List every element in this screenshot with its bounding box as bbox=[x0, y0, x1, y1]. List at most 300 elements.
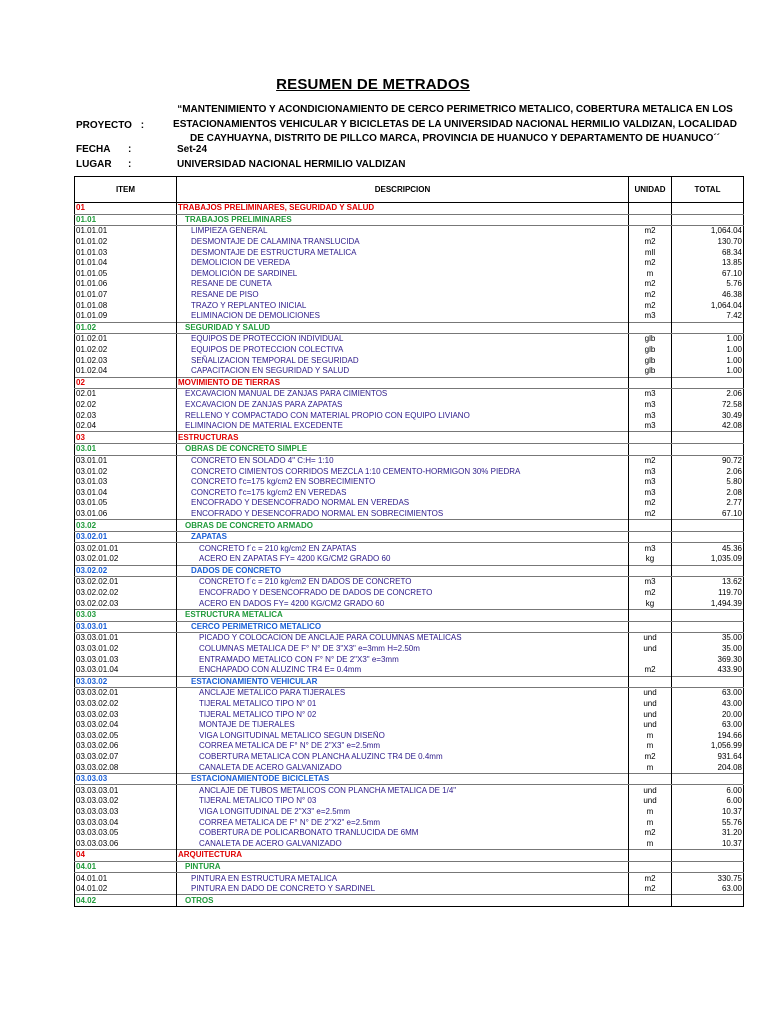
row-total: 5.76 bbox=[672, 279, 744, 290]
row-total: 68.34 bbox=[672, 247, 744, 258]
row-unit: m2 bbox=[629, 290, 672, 301]
table-row bbox=[75, 345, 744, 356]
row-unit: m bbox=[629, 817, 672, 828]
row-description: TRAZO Y REPLANTEO INICIAL bbox=[177, 300, 629, 311]
table-row bbox=[75, 752, 744, 763]
row-total: 13.62 bbox=[672, 577, 744, 588]
row-description: RELLENO Y COMPACTADO CON MATERIAL PROPIO CON EQUIPO LIVIANO bbox=[177, 410, 629, 421]
column-header-unidad: UNIDAD bbox=[629, 177, 672, 203]
row-item-code: 03.03.02.05 bbox=[75, 731, 177, 742]
row-description: ANCLAJE DE TUBOS METALICOS CON PLANCHA METALICA DE 1/4" bbox=[177, 785, 629, 796]
table-row bbox=[75, 455, 744, 466]
row-description: COBERTURA METALICA CON PLANCHA ALUZINC TR4 DE 0.4mm bbox=[177, 752, 629, 763]
row-item-code: 03.03.03 bbox=[75, 773, 177, 785]
table-row bbox=[75, 785, 744, 796]
row-description: TIJERAL METALICO TIPO N° 03 bbox=[177, 796, 629, 807]
table-row bbox=[75, 334, 744, 345]
row-total: 1.00 bbox=[672, 355, 744, 366]
row-item-code: 02 bbox=[75, 377, 177, 389]
table-row bbox=[75, 410, 744, 421]
table-row bbox=[75, 466, 744, 477]
row-unit: und bbox=[629, 796, 672, 807]
row-item-code: 01.01.08 bbox=[75, 300, 177, 311]
row-description: ENCOFRADO Y DESENCOFRADO NORMAL EN VEREDAS bbox=[177, 498, 629, 509]
table-row bbox=[75, 807, 744, 818]
row-item-code: 03.03.03.01 bbox=[75, 785, 177, 796]
row-total: 5.80 bbox=[672, 477, 744, 488]
row-item-code: 03.03.02.07 bbox=[75, 752, 177, 763]
row-total: 30.49 bbox=[672, 410, 744, 421]
row-total: 2.08 bbox=[672, 487, 744, 498]
table-row bbox=[75, 861, 744, 873]
fecha-label-text: FECHA bbox=[76, 144, 111, 155]
row-total: 1,064.04 bbox=[672, 226, 744, 237]
row-total bbox=[672, 531, 744, 543]
row-item-code: 03.03.03.06 bbox=[75, 838, 177, 849]
row-total: 72.58 bbox=[672, 400, 744, 411]
row-unit: glb bbox=[629, 345, 672, 356]
row-description: CANALETA DE ACERO GALVANIZADO bbox=[177, 762, 629, 773]
row-item-code: 01.02.01 bbox=[75, 334, 177, 345]
proyecto-description: “MANTENIMIENTO Y ACONDICIONAMIENTO DE CERCO PERIMETRICO METALICO, COBERTURA METALICA EN LOS ESTACIONAMIENTOS VEHICULAR Y BICICLETAS DE LA UNIVERSIDAD NACIONAL HERMILIO VALDIZAN, LOCALIDAD DE CAYHUAYNA, DISTRITO DE PILLCO MARCA, PROVINCIA DE HUANUCO Y DEPARTAMENTO DE HUANUCO´´ bbox=[173, 104, 737, 144]
column-header-item: ITEM bbox=[75, 177, 177, 203]
row-total bbox=[672, 850, 744, 862]
table-row bbox=[75, 895, 744, 907]
row-total: 1.00 bbox=[672, 334, 744, 345]
table-row bbox=[75, 741, 744, 752]
row-total: 2.06 bbox=[672, 466, 744, 477]
row-description: VIGA LONGITUDINAL METALICO SEGUN DISEÑO bbox=[177, 731, 629, 742]
row-item-code: 03.01 bbox=[75, 444, 177, 456]
row-description: CAPACITACION EN SEGURIDAD Y SALUD bbox=[177, 366, 629, 377]
row-unit: m2 bbox=[629, 509, 672, 520]
row-unit bbox=[629, 676, 672, 688]
row-unit: und bbox=[629, 699, 672, 710]
row-description: ACERO EN DADOS FY= 4200 KG/CM2 GRADO 60 bbox=[177, 598, 629, 609]
row-description: ELIMINACION DE MATERIAL EXCEDENTE bbox=[177, 421, 629, 432]
table-row bbox=[75, 621, 744, 633]
row-description: ENTRAMADO METALICO CON F° N° DE 2"X3" e=3mm bbox=[177, 654, 629, 665]
row-total bbox=[672, 322, 744, 334]
row-total bbox=[672, 895, 744, 907]
row-unit: m3 bbox=[629, 487, 672, 498]
row-unit: m2 bbox=[629, 279, 672, 290]
row-item-code: 01.01.09 bbox=[75, 311, 177, 322]
row-total: 130.70 bbox=[672, 237, 744, 248]
row-item-code: 01.01.05 bbox=[75, 269, 177, 280]
row-description: ENCOFRADO Y DESENCOFRADO NORMAL EN SOBRECIMIENTOS bbox=[177, 509, 629, 520]
row-total: 90.72 bbox=[672, 455, 744, 466]
row-item-code: 03.03.03.03 bbox=[75, 807, 177, 818]
row-unit: m2 bbox=[629, 828, 672, 839]
row-item-code: 04.01.01 bbox=[75, 873, 177, 884]
row-description: DADOS DE CONCRETO bbox=[177, 565, 629, 577]
row-description: MONTAJE DE TIJERALES bbox=[177, 720, 629, 731]
row-description: COLUMNAS METALICA DE F° N° DE 3"X3" e=3mm H=2.50m bbox=[177, 644, 629, 655]
row-item-code: 01.01.02 bbox=[75, 237, 177, 248]
row-unit: m2 bbox=[629, 258, 672, 269]
row-unit bbox=[629, 322, 672, 334]
table-row bbox=[75, 565, 744, 577]
row-description: CONCRETO f´c = 210 kg/cm2 EN ZAPATAS bbox=[177, 543, 629, 554]
row-item-code: 03.01.02 bbox=[75, 466, 177, 477]
row-total: 1.00 bbox=[672, 345, 744, 356]
row-unit bbox=[629, 850, 672, 862]
row-unit: m2 bbox=[629, 873, 672, 884]
table-row bbox=[75, 377, 744, 389]
row-unit bbox=[629, 654, 672, 665]
table-row bbox=[75, 487, 744, 498]
row-item-code: 03.01.03 bbox=[75, 477, 177, 488]
row-total: 1,064.04 bbox=[672, 300, 744, 311]
row-description: LIMPIEZA GENERAL bbox=[177, 226, 629, 237]
row-unit: m3 bbox=[629, 400, 672, 411]
row-total: 6.00 bbox=[672, 785, 744, 796]
row-total: 1.00 bbox=[672, 366, 744, 377]
row-total: 46.38 bbox=[672, 290, 744, 301]
row-item-code: 03.02.02.01 bbox=[75, 577, 177, 588]
row-unit: m bbox=[629, 731, 672, 742]
row-unit: m3 bbox=[629, 477, 672, 488]
fecha-colon: : bbox=[128, 144, 132, 155]
row-item-code: 03.02.01 bbox=[75, 531, 177, 543]
table-row bbox=[75, 554, 744, 565]
row-description: CERCO PERIMETRICO METALICO bbox=[177, 621, 629, 633]
row-description: ANCLAJE METALICO PARA TIJERALES bbox=[177, 688, 629, 699]
row-item-code: 03.03.03.02 bbox=[75, 796, 177, 807]
row-description: OTROS bbox=[177, 895, 629, 907]
table-row bbox=[75, 665, 744, 676]
row-description: ARQUITECTURA bbox=[177, 850, 629, 862]
row-total: 35.00 bbox=[672, 633, 744, 644]
row-total: 369.30 bbox=[672, 654, 744, 665]
row-unit: glb bbox=[629, 355, 672, 366]
row-total: 63.00 bbox=[672, 720, 744, 731]
row-total: 63.00 bbox=[672, 884, 744, 895]
row-item-code: 03.03.03.04 bbox=[75, 817, 177, 828]
row-unit: glb bbox=[629, 366, 672, 377]
row-item-code: 03.03.02 bbox=[75, 676, 177, 688]
row-item-code: 03 bbox=[75, 432, 177, 444]
row-description: EQUIPOS DE PROTECCION COLECTIVA bbox=[177, 345, 629, 356]
row-total: 1,056.99 bbox=[672, 741, 744, 752]
table-row bbox=[75, 850, 744, 862]
row-description: ESTACIONAMIENTODE BICICLETAS bbox=[177, 773, 629, 785]
row-total: 204.08 bbox=[672, 762, 744, 773]
row-item-code: 03.03.02.02 bbox=[75, 699, 177, 710]
row-total bbox=[672, 676, 744, 688]
table-row bbox=[75, 709, 744, 720]
table-row bbox=[75, 300, 744, 311]
row-description: RESANE DE CUNETA bbox=[177, 279, 629, 290]
table-row bbox=[75, 389, 744, 400]
row-item-code: 04 bbox=[75, 850, 177, 862]
row-description: TRABAJOS PRELIMINARES, SEGURIDAD Y SALUD bbox=[177, 203, 629, 215]
row-item-code: 04.01.02 bbox=[75, 884, 177, 895]
row-item-code: 01.02.04 bbox=[75, 366, 177, 377]
row-item-code: 01.01.01 bbox=[75, 226, 177, 237]
row-description: ELIMINACION DE DEMOLICIONES bbox=[177, 311, 629, 322]
row-total bbox=[672, 432, 744, 444]
row-item-code: 03.02.02.02 bbox=[75, 588, 177, 599]
table-row bbox=[75, 509, 744, 520]
table-row bbox=[75, 543, 744, 554]
table-row bbox=[75, 654, 744, 665]
row-unit bbox=[629, 432, 672, 444]
row-total: 20.00 bbox=[672, 709, 744, 720]
row-total: 63.00 bbox=[672, 688, 744, 699]
row-unit bbox=[629, 444, 672, 456]
column-header-total: TOTAL bbox=[672, 177, 744, 203]
row-item-code: 01.01 bbox=[75, 214, 177, 226]
row-description: ENCOFRADO Y DESENCOFRADO DE DADOS DE CONCRETO bbox=[177, 588, 629, 599]
table-row bbox=[75, 644, 744, 655]
row-description: CANALETA DE ACERO GALVANIZADO bbox=[177, 838, 629, 849]
row-unit: und bbox=[629, 720, 672, 731]
row-item-code: 03.03.01.02 bbox=[75, 644, 177, 655]
row-item-code: 03.03.01 bbox=[75, 621, 177, 633]
row-unit: m3 bbox=[629, 421, 672, 432]
table-row bbox=[75, 838, 744, 849]
row-unit bbox=[629, 531, 672, 543]
row-description: CORREA METALICA DE F° N° DE 2"X2" e=2.5mm bbox=[177, 817, 629, 828]
row-item-code: 01.02.02 bbox=[75, 345, 177, 356]
row-description: ENCHAPADO CON ALUZINC TR4 E= 0.4mm bbox=[177, 665, 629, 676]
row-total bbox=[672, 444, 744, 456]
row-description: CONCRETO CIMIENTOS CORRIDOS MEZCLA 1:10 CEMENTO-HORMIGON 30% PIEDRA bbox=[177, 466, 629, 477]
lugar-label bbox=[76, 159, 112, 170]
table-row bbox=[75, 588, 744, 599]
lugar-colon: : bbox=[128, 159, 132, 170]
row-item-code: 03.03.01.03 bbox=[75, 654, 177, 665]
row-description: ACERO EN ZAPATAS FY= 4200 KG/CM2 GRADO 60 bbox=[177, 554, 629, 565]
row-item-code: 03.02 bbox=[75, 520, 177, 532]
row-unit: und bbox=[629, 633, 672, 644]
row-description: CONCRETO f'c=175 kg/cm2 EN VEREDAS bbox=[177, 487, 629, 498]
row-total bbox=[672, 609, 744, 621]
table-row bbox=[75, 688, 744, 699]
row-item-code: 01 bbox=[75, 203, 177, 215]
row-description: ZAPATAS bbox=[177, 531, 629, 543]
table-row bbox=[75, 773, 744, 785]
proyecto-colon: : bbox=[140, 120, 145, 131]
table-row bbox=[75, 598, 744, 609]
row-description: PICADO Y COLOCACION DE ANCLAJE PARA COLUMNAS METALICAS bbox=[177, 633, 629, 644]
row-total: 330.75 bbox=[672, 873, 744, 884]
metrados-table bbox=[74, 176, 744, 907]
row-description: EXCAVACION MANUAL DE ZANJAS PARA CIMIENTOS bbox=[177, 389, 629, 400]
row-description: SEÑALIZACION TEMPORAL DE SEGURIDAD bbox=[177, 355, 629, 366]
table-row bbox=[75, 432, 744, 444]
row-total: 42.08 bbox=[672, 421, 744, 432]
row-total: 10.37 bbox=[672, 838, 744, 849]
row-unit: m bbox=[629, 269, 672, 280]
row-item-code: 03.03.02.04 bbox=[75, 720, 177, 731]
row-total bbox=[672, 565, 744, 577]
row-item-code: 03.03.02.08 bbox=[75, 762, 177, 773]
table-row bbox=[75, 577, 744, 588]
row-unit: kg bbox=[629, 554, 672, 565]
row-total: 6.00 bbox=[672, 796, 744, 807]
row-total: 43.00 bbox=[672, 699, 744, 710]
row-unit: m3 bbox=[629, 410, 672, 421]
row-unit bbox=[629, 565, 672, 577]
table-row bbox=[75, 873, 744, 884]
proyecto-label bbox=[76, 120, 144, 131]
row-item-code: 03.03.03.05 bbox=[75, 828, 177, 839]
table-row bbox=[75, 720, 744, 731]
row-unit: m2 bbox=[629, 226, 672, 237]
row-item-code: 03.03.02.03 bbox=[75, 709, 177, 720]
row-unit bbox=[629, 773, 672, 785]
row-item-code: 03.01.05 bbox=[75, 498, 177, 509]
table-row bbox=[75, 400, 744, 411]
table-row bbox=[75, 214, 744, 226]
row-unit: m3 bbox=[629, 389, 672, 400]
row-item-code: 02.02 bbox=[75, 400, 177, 411]
row-unit: m bbox=[629, 741, 672, 752]
table-row bbox=[75, 884, 744, 895]
table-row bbox=[75, 203, 744, 215]
row-item-code: 03.01.01 bbox=[75, 455, 177, 466]
table-row bbox=[75, 699, 744, 710]
row-unit: m2 bbox=[629, 498, 672, 509]
table-row bbox=[75, 731, 744, 742]
row-unit: m2 bbox=[629, 884, 672, 895]
row-description: DEMOLICIÓN DE SARDINEL bbox=[177, 269, 629, 280]
row-description: COBERTURA DE POLICARBONATO TRANLUCIDA DE 6MM bbox=[177, 828, 629, 839]
row-unit: und bbox=[629, 688, 672, 699]
table-row bbox=[75, 444, 744, 456]
row-total: 67.10 bbox=[672, 269, 744, 280]
row-total: 194.66 bbox=[672, 731, 744, 742]
row-unit: m3 bbox=[629, 543, 672, 554]
row-item-code: 03.03.01.04 bbox=[75, 665, 177, 676]
row-unit: m2 bbox=[629, 588, 672, 599]
row-description: PINTURA bbox=[177, 861, 629, 873]
row-item-code: 01.02.03 bbox=[75, 355, 177, 366]
row-item-code: 01.01.06 bbox=[75, 279, 177, 290]
table-row bbox=[75, 355, 744, 366]
table-row bbox=[75, 633, 744, 644]
table-row bbox=[75, 311, 744, 322]
row-total bbox=[672, 621, 744, 633]
row-unit: kg bbox=[629, 598, 672, 609]
row-item-code: 01.01.07 bbox=[75, 290, 177, 301]
row-item-code: 03.02.01.02 bbox=[75, 554, 177, 565]
row-unit: mll bbox=[629, 247, 672, 258]
row-description: TIJERAL METALICO TIPO N° 02 bbox=[177, 709, 629, 720]
row-description: DEMOLICION DE VEREDA bbox=[177, 258, 629, 269]
row-item-code: 02.04 bbox=[75, 421, 177, 432]
row-unit: m3 bbox=[629, 577, 672, 588]
lugar-label-text: LUGAR bbox=[76, 159, 112, 170]
row-unit bbox=[629, 203, 672, 215]
table-row bbox=[75, 366, 744, 377]
row-item-code: 03.03.02.06 bbox=[75, 741, 177, 752]
row-unit: m2 bbox=[629, 300, 672, 311]
fecha-value: Set-24 bbox=[177, 144, 208, 155]
row-description: EQUIPOS DE PROTECCION INDIVIDUAL bbox=[177, 334, 629, 345]
row-total: 10.37 bbox=[672, 807, 744, 818]
row-item-code: 03.03.01.01 bbox=[75, 633, 177, 644]
row-total: 31.20 bbox=[672, 828, 744, 839]
row-description: DESMONTAJE DE CALAMINA TRANSLUCIDA bbox=[177, 237, 629, 248]
row-unit: m2 bbox=[629, 665, 672, 676]
lugar-value: UNIVERSIDAD NACIONAL HERMILIO VALDIZAN bbox=[177, 159, 406, 170]
row-unit: m2 bbox=[629, 752, 672, 763]
row-total bbox=[672, 214, 744, 226]
row-description: CORREA METALICA DE F° N° DE 2"X3" e=2.5mm bbox=[177, 741, 629, 752]
row-unit bbox=[629, 214, 672, 226]
table-row bbox=[75, 762, 744, 773]
row-total bbox=[672, 377, 744, 389]
row-item-code: 03.01.04 bbox=[75, 487, 177, 498]
row-unit: und bbox=[629, 785, 672, 796]
table-row bbox=[75, 796, 744, 807]
row-description: OBRAS DE CONCRETO SIMPLE bbox=[177, 444, 629, 456]
table-row bbox=[75, 609, 744, 621]
row-total: 7.42 bbox=[672, 311, 744, 322]
row-total: 931.64 bbox=[672, 752, 744, 763]
row-item-code: 01.01.04 bbox=[75, 258, 177, 269]
table-row bbox=[75, 477, 744, 488]
table-row bbox=[75, 322, 744, 334]
row-unit: m bbox=[629, 762, 672, 773]
table-body bbox=[75, 203, 744, 907]
row-description: OBRAS DE CONCRETO ARMADO bbox=[177, 520, 629, 532]
row-total: 45.36 bbox=[672, 543, 744, 554]
row-unit: und bbox=[629, 644, 672, 655]
row-description: TRABAJOS PRELIMINARES bbox=[177, 214, 629, 226]
table-row bbox=[75, 279, 744, 290]
row-item-code: 04.02 bbox=[75, 895, 177, 907]
row-item-code: 04.01 bbox=[75, 861, 177, 873]
row-unit bbox=[629, 520, 672, 532]
row-total: 1,494.39 bbox=[672, 598, 744, 609]
row-unit: m bbox=[629, 807, 672, 818]
row-total: 67.10 bbox=[672, 509, 744, 520]
row-total: 433.90 bbox=[672, 665, 744, 676]
row-unit: und bbox=[629, 709, 672, 720]
row-unit bbox=[629, 861, 672, 873]
row-total bbox=[672, 861, 744, 873]
table-row bbox=[75, 247, 744, 258]
row-unit bbox=[629, 609, 672, 621]
table-row bbox=[75, 817, 744, 828]
row-total bbox=[672, 520, 744, 532]
row-description: VIGA LONGITUDINAL DE 2"X3" e=2.5mm bbox=[177, 807, 629, 818]
table-row bbox=[75, 828, 744, 839]
table-header-row bbox=[75, 177, 744, 203]
row-item-code: 02.03 bbox=[75, 410, 177, 421]
row-item-code: 03.02.01.01 bbox=[75, 543, 177, 554]
row-item-code: 01.02 bbox=[75, 322, 177, 334]
row-unit bbox=[629, 621, 672, 633]
table-row bbox=[75, 269, 744, 280]
proyecto-label-text: PROYECTO bbox=[76, 120, 132, 131]
row-item-code: 03.01.06 bbox=[75, 509, 177, 520]
row-description: ESTRUCTURAS bbox=[177, 432, 629, 444]
row-total: 119.70 bbox=[672, 588, 744, 599]
table-row bbox=[75, 421, 744, 432]
row-description: TIJERAL METALICO TIPO N° 01 bbox=[177, 699, 629, 710]
column-header-descripcion: DESCRIPCION bbox=[177, 177, 629, 203]
table-row bbox=[75, 258, 744, 269]
row-unit: m2 bbox=[629, 455, 672, 466]
row-item-code: 01.01.03 bbox=[75, 247, 177, 258]
table-row bbox=[75, 498, 744, 509]
